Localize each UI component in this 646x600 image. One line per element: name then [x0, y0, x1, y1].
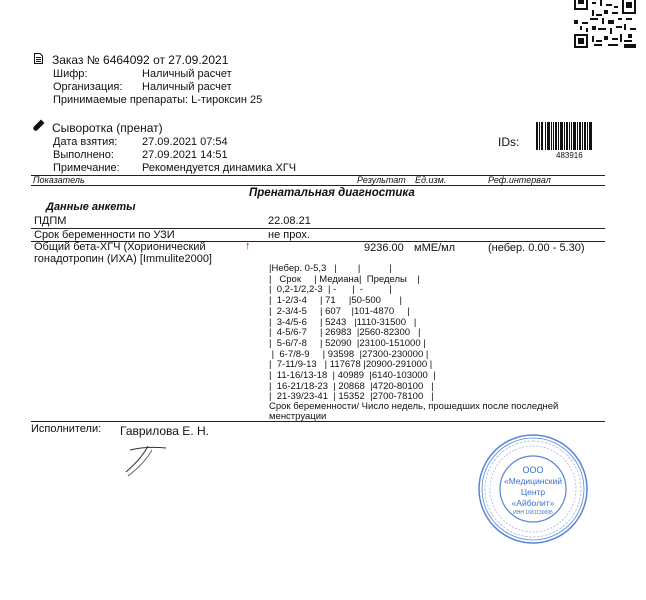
- hcg-result: 9236.00: [364, 242, 404, 254]
- ref-line: |Небер. 0-5,3 | | |: [269, 263, 392, 274]
- barcode-number: 483916: [556, 151, 583, 160]
- row-us-term-value: не прох.: [268, 229, 310, 241]
- hcg-name-line2: гонадотропин (ИХА) [Immulite2000]: [34, 253, 212, 265]
- ref-line: | 16-21/18-23 | 20868 |4720-80100 |: [269, 380, 434, 392]
- qr-code: [574, 0, 636, 48]
- stamp-line: «Айболит»: [511, 498, 555, 508]
- hcg-name-line1: Общий бета-ХГЧ (Хорионический: [34, 241, 206, 253]
- test-tube-icon: [33, 119, 45, 131]
- footnote-line1: Срок беременности/ Число недель, прошедших после последней: [269, 401, 559, 412]
- row-pdpm-name: ПДПМ: [34, 215, 67, 227]
- ref-line: | 6-7/8-9 | 93598 |27300-230000 |: [269, 348, 429, 360]
- ref-line: | 21-39/23-41 | 15352 |2700-78100 |: [269, 391, 434, 403]
- order-cipher-label: Шифр:: [53, 68, 88, 80]
- order-cipher-value: Наличный расчет: [142, 68, 232, 80]
- hcg-unit: мМЕ/мл: [414, 242, 456, 254]
- order-org-value: Наличный расчет: [142, 81, 232, 93]
- ref-line: | 0,2-1/2,2-3 | - | - |: [269, 284, 392, 296]
- ref-line: | 5-6/7-8 | 52090 |23100-151000 |: [269, 337, 426, 349]
- ids-label: IDs:: [498, 135, 520, 149]
- header-indicator: Показатель: [33, 175, 85, 185]
- sample-note-value: Рекомендуется динамика ХГЧ: [142, 162, 297, 174]
- ref-line: | 7-11/9-13 | 117678 |20900-291000 |: [269, 359, 433, 371]
- barcode: [536, 122, 592, 150]
- order-title: Заказ № 6464092 от 27.09.2021: [52, 53, 229, 67]
- header-result: Результат: [357, 175, 406, 185]
- stamp-inn: ИНН 1681130095: [513, 510, 553, 516]
- stamp-line: «Медицинский: [504, 476, 562, 486]
- stamp-line: Центр: [520, 487, 546, 497]
- signature: [118, 440, 174, 478]
- ref-line: | 1-2/3-4 | 71 |50-500 |: [269, 295, 402, 307]
- subsection-title: Данные анкеты: [46, 201, 136, 213]
- sample-date-label: Дата взятия:: [53, 136, 118, 148]
- header-ref: Реф.интервал: [488, 175, 551, 185]
- header-unit: Ед.изм.: [415, 175, 447, 185]
- ref-line: | Срок | Медиана| Пределы |: [269, 273, 420, 285]
- ref-line: | 3-4/5-6 | 5243 |1110-31500 |: [269, 316, 417, 328]
- document-icon: [34, 53, 43, 64]
- sample-done-value: 27.09.2021 14:51: [142, 149, 228, 161]
- order-org-label: Организация:: [53, 81, 123, 93]
- row-pdpm-value: 22.08.21: [268, 215, 311, 227]
- row-us-term-name: Срок беременности по УЗИ: [34, 229, 175, 241]
- sample-note-label: Примечание:: [53, 162, 120, 174]
- hcg-ref: (небер. 0.00 - 5.30): [488, 242, 585, 254]
- ref-line: | 11-16/13-18 | 40989 |6140-103000 |: [269, 370, 436, 382]
- sample-title: Сыворотка (пренат): [52, 121, 163, 135]
- executors-name: Гаврилова Е. Н.: [120, 424, 209, 438]
- footnote-line2: менструации: [269, 411, 327, 422]
- ref-subtable: [269, 264, 436, 403]
- executors-label: Исполнители:: [31, 423, 102, 435]
- sample-date-value: 27.09.2021 07:54: [142, 136, 228, 148]
- order-drugs: Принимаемые препараты: L-тироксин 25: [53, 94, 263, 106]
- ref-line: | 2-3/4-5 | 607 |101-4870 |: [269, 305, 410, 317]
- section-title: Пренатальная диагностика: [249, 187, 415, 199]
- ref-line: | 4-5/6-7 | 26983 |2560-82300 |: [269, 327, 421, 339]
- stamp-line: ООО: [522, 465, 544, 475]
- high-flag-icon: ↑: [245, 240, 251, 252]
- sample-done-label: Выполнено:: [53, 149, 114, 161]
